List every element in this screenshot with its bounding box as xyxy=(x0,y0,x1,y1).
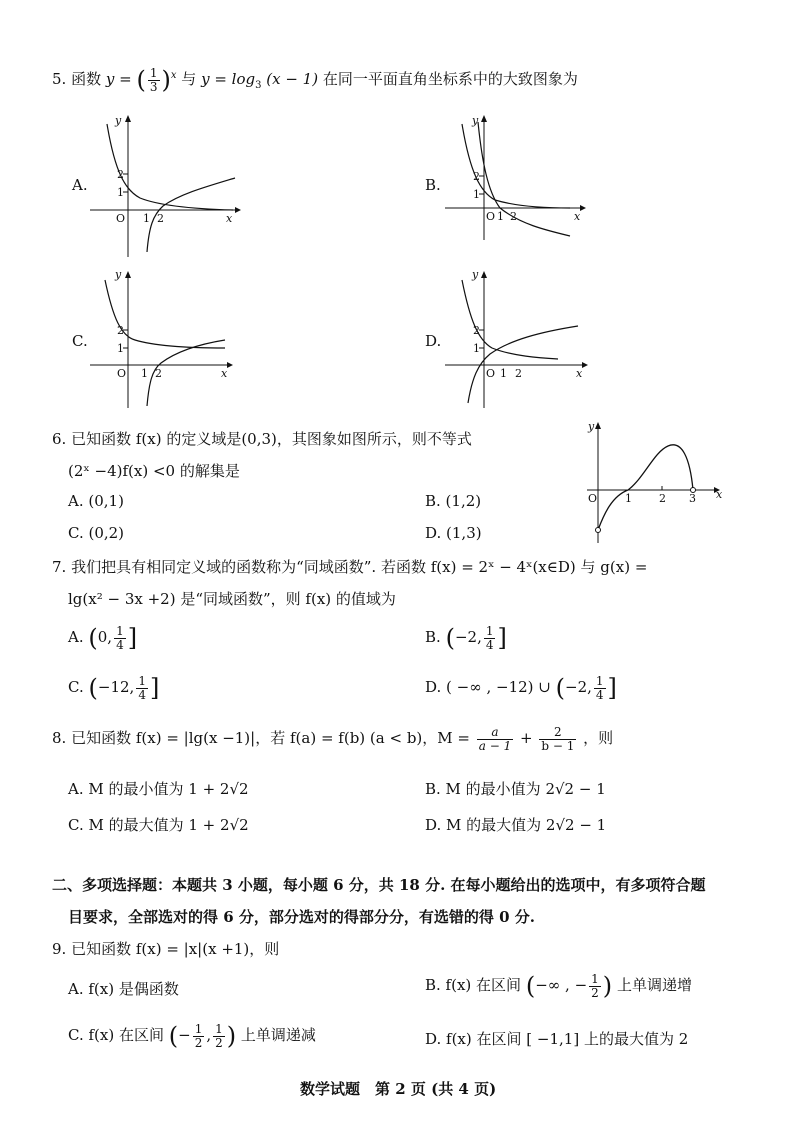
q8-option-c[interactable]: C. M 的最大值为 1 + 2√2 xyxy=(68,816,249,834)
svg-text:y: y xyxy=(588,420,595,433)
svg-text:1: 1 xyxy=(141,367,148,380)
q6-option-b[interactable]: B. (1,2) xyxy=(425,492,482,510)
q6-stem-line1: 6. 已知函数 f(x) 的定义域是(0,3)，其图象如图所示，则不等式 xyxy=(52,430,472,448)
svg-text:2: 2 xyxy=(117,168,124,181)
q5-graph-a xyxy=(85,112,245,262)
q7-option-a[interactable]: A. (0, $\frac{1}{4}$ ] xyxy=(68,623,138,652)
q6-option-a[interactable]: A. (0,1) xyxy=(68,492,124,510)
svg-text:2: 2 xyxy=(473,170,480,183)
graph-a-x-label: x xyxy=(226,212,233,225)
q6-graph xyxy=(582,418,730,546)
svg-text:2: 2 xyxy=(157,212,164,225)
svg-text:1: 1 xyxy=(473,188,480,201)
svg-text:2: 2 xyxy=(515,367,522,380)
svg-text:2: 2 xyxy=(473,324,480,337)
q5-option-d[interactable]: D. xyxy=(425,332,442,350)
svg-text:x: x xyxy=(576,367,583,380)
section2-heading-line2: 目要求，全部选对的得 6 分，部分选对的得部分分，有选错的得 0 分. xyxy=(68,908,535,926)
q6-option-c[interactable]: C. (0,2) xyxy=(68,524,125,542)
svg-text:x: x xyxy=(574,210,581,223)
q5-option-c[interactable]: C. xyxy=(72,332,88,350)
q6-option-d[interactable]: D. (1,3) xyxy=(425,524,482,542)
svg-text:1: 1 xyxy=(117,186,124,199)
section2-heading-line1: 二、多项选择题：本题共 3 小题，每小题 6 分，共 18 分. 在每小题给出的选项中，有多项符合题 xyxy=(52,876,706,894)
svg-text:1: 1 xyxy=(143,212,150,225)
svg-text:1: 1 xyxy=(625,492,632,505)
graph-a-y-label: y xyxy=(115,114,122,127)
svg-text:x: x xyxy=(716,488,723,501)
svg-text:1: 1 xyxy=(117,342,124,355)
q5-graph-b xyxy=(440,112,600,262)
svg-text:O: O xyxy=(486,210,496,223)
svg-text:O: O xyxy=(588,492,598,505)
q6-stem-line2: (2ˣ −4)f(x) <0 的解集是 xyxy=(68,462,240,480)
q9-option-d[interactable]: D. f(x) 在区间 [ −1,1] 上的最大值为 2 xyxy=(425,1030,689,1048)
q5-frac: $\frac{1}{3}$ xyxy=(149,65,158,94)
svg-text:O: O xyxy=(117,367,127,380)
svg-text:2: 2 xyxy=(155,367,162,380)
q5-option-b[interactable]: B. xyxy=(425,176,441,194)
q9-option-c[interactable]: C. f(x) 在区间 (− $\frac{1}{2}$ , $\frac{1}{2}$ ) 上单调递减 xyxy=(68,1021,316,1050)
svg-text:1: 1 xyxy=(500,367,507,380)
q5-option-a[interactable]: A. xyxy=(72,176,88,194)
svg-text:O: O xyxy=(486,367,496,380)
svg-text:2: 2 xyxy=(659,492,666,505)
svg-text:2: 2 xyxy=(510,210,517,223)
svg-text:y: y xyxy=(472,114,479,127)
q7-stem-line1: 7. 我们把具有相同定义域的函数称为“同域函数”. 若函数 f(x) = 2ˣ − 4ˣ(x∈D) 与 g(x) = xyxy=(52,558,648,576)
q7-option-c[interactable]: C. (−12, $\frac{1}{4}$ ] xyxy=(68,673,160,702)
svg-text:2: 2 xyxy=(117,324,124,337)
q9-option-b[interactable]: B. f(x) 在区间 (−∞ , − $\frac{1}{2}$ ) 上单调递增 xyxy=(425,971,692,1000)
q5-graph-d xyxy=(440,268,600,413)
svg-text:y: y xyxy=(472,268,479,281)
q8-stem: 8. 已知函数 f(x) = |lg(x −1)|，若 f(a) = f(b) (a < b)，M = $\frac{a}{a - 1}$ + $\frac{2}{b - 1}$ ，则 xyxy=(52,725,614,753)
q5-stem: 5. 函数 y = ( $\frac{1}{3}$ )$^x$ 与 $y = \log_3 (x - 1)$ 在同一平面直角坐标系中的大致图象为 xyxy=(52,65,578,94)
q7-option-d[interactable]: D. ( −∞ , −12) ∪ (−2, $\frac{1}{4}$ ] xyxy=(425,673,617,702)
q7-stem-line2: lg(x² − 3x +2) 是“同域函数”，则 f(x) 的值域为 xyxy=(68,590,396,608)
q7-option-b[interactable]: B. (−2, $\frac{1}{4}$ ] xyxy=(425,623,507,652)
svg-text:y: y xyxy=(115,268,122,281)
q5-graph-c xyxy=(85,268,245,413)
svg-text:3: 3 xyxy=(689,492,696,505)
svg-text:x: x xyxy=(221,367,228,380)
graph-a-origin: O xyxy=(116,212,126,225)
q8-option-a[interactable]: A. M 的最小值为 1 + 2√2 xyxy=(68,780,249,798)
q8-option-b[interactable]: B. M 的最小值为 2√2 − 1 xyxy=(425,780,606,798)
page-footer: 数学试题 第 2 页 (共 4 页) xyxy=(300,1080,497,1098)
svg-text:1: 1 xyxy=(497,210,504,223)
svg-text:1: 1 xyxy=(473,342,480,355)
q9-option-a[interactable]: A. f(x) 是偶函数 xyxy=(68,980,179,998)
q9-stem: 9. 已知函数 f(x) = |x|(x +1)，则 xyxy=(52,940,280,958)
q8-option-d[interactable]: D. M 的最大值为 2√2 − 1 xyxy=(425,816,607,834)
